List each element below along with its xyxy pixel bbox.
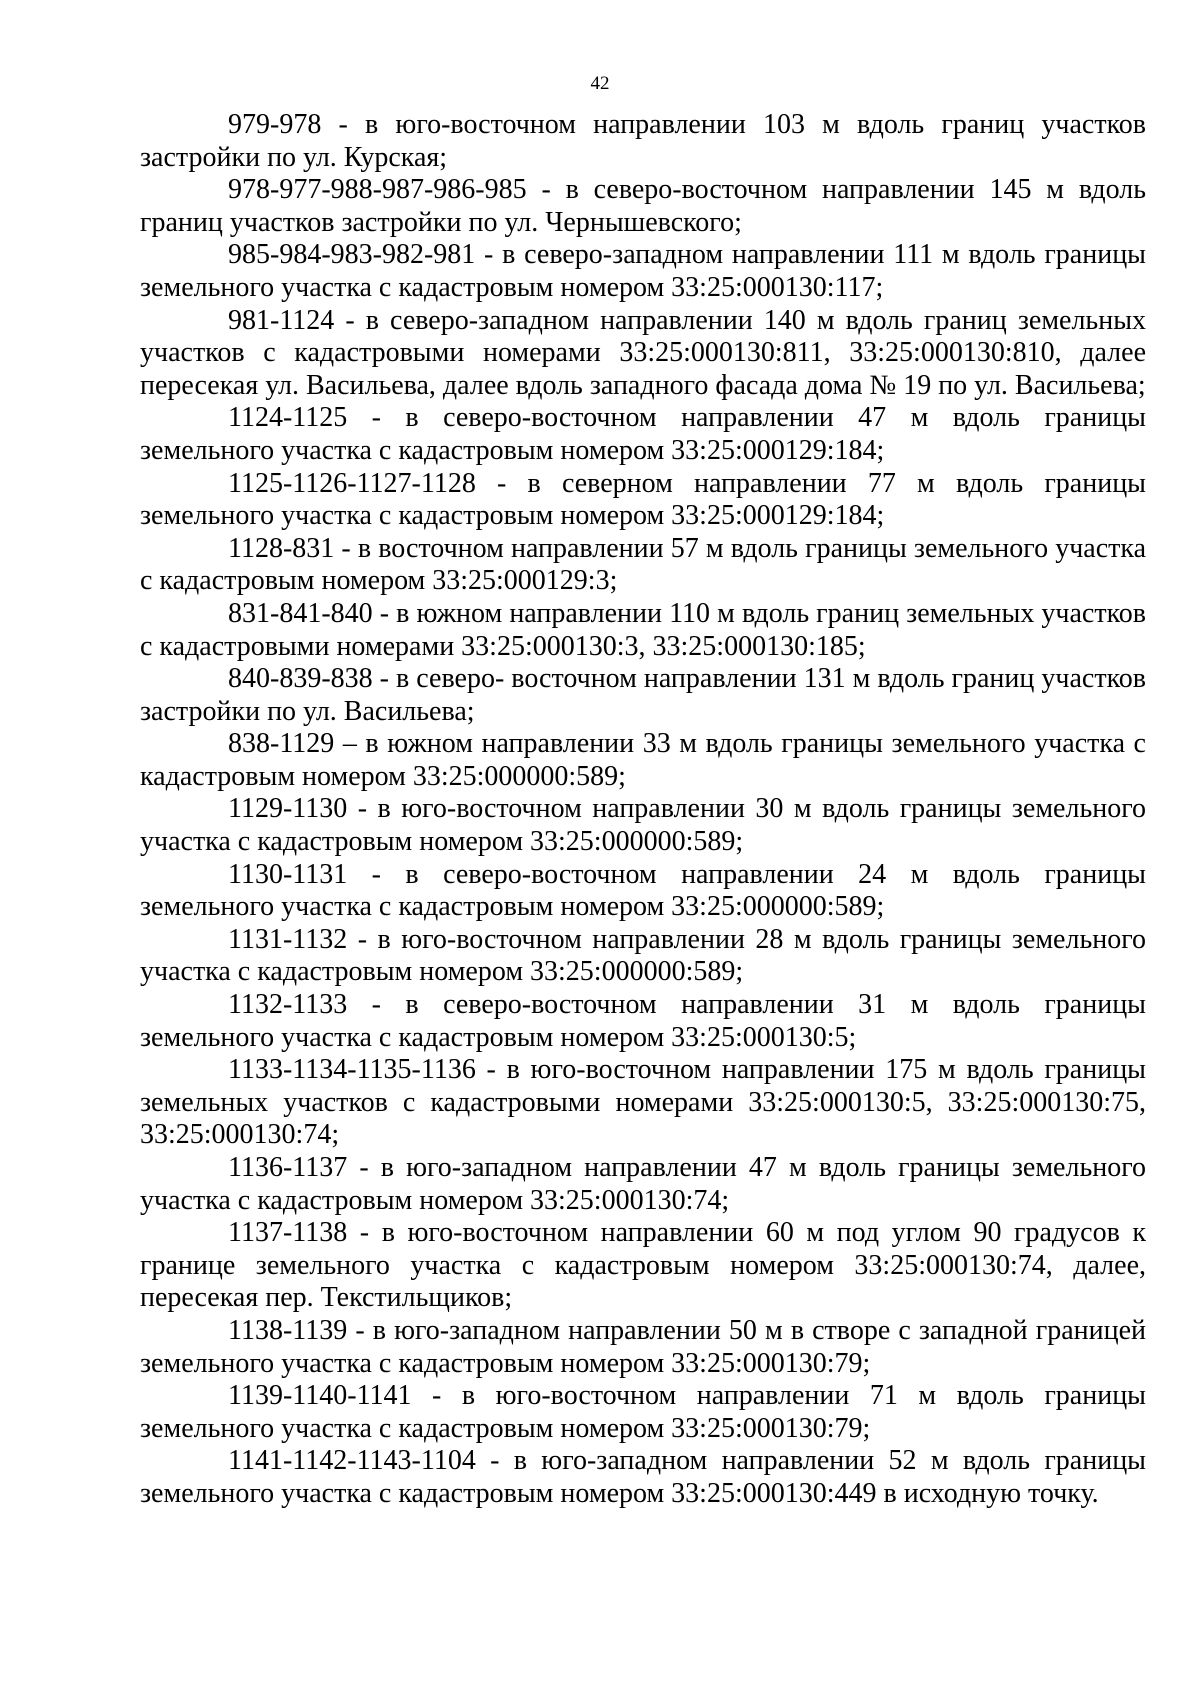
boundary-segment-paragraph: 1131-1132 - в юго-восточном направлении 28 м вдоль границы земельного участка с кадастровым номером 33:25:000000:589; xyxy=(140,923,1146,988)
boundary-segment-paragraph: 1137-1138 - в юго-восточном направлении 60 м под углом 90 градусов к границе земельного участка с кадастровым номером 33:25:000130:74, далее, пересекая пер. Текстильщиков; xyxy=(140,1217,1146,1314)
boundary-segment-paragraph: 1138-1139 - в юго-западном направлении 50 м в створе с западной границей земельного участка с кадастровым номером 33:25:000130:79; xyxy=(140,1314,1146,1379)
boundary-segment-paragraph: 838-1129 – в южном направлении 33 м вдоль границы земельного участка с кадастровым номером 33:25:000000:589; xyxy=(140,728,1146,792)
boundary-segment-paragraph: 978-977-988-987-986-985 - в северо-восточном направлении 145 м вдоль границ участков застройки по ул. Чернышевского; xyxy=(140,174,1146,238)
boundary-segment-paragraph: 981-1124 - в северо-западном направлении 140 м вдоль границ земельных участков с кадастровыми номерами 33:25:000130:811, 33:25:000130:810, далее пересекая ул. Васильева, далее вдоль западного фасада дома № 19 по ул. Васильева; xyxy=(140,304,1146,401)
boundary-segment-paragraph: 1128-831 - в восточном направлении 57 м вдоль границы земельного участка с кадастровым номером 33:25:000129:3; xyxy=(140,532,1146,597)
boundary-segment-paragraph: 840-839-838 - в северо- восточном направлении 131 м вдоль границ участков застройки по ул. Васильева; xyxy=(140,663,1146,727)
boundary-segment-paragraph: 979-978 - в юго-восточном направлении 103 м вдоль границ участков застройки по ул. Курская; xyxy=(140,109,1146,173)
boundary-segment-paragraph: 831-841-840 - в южном направлении 110 м вдоль границ земельных участков с кадастровыми номерами 33:25:000130:3, 33:25:000130:185; xyxy=(140,597,1146,662)
page-number: 42 xyxy=(590,73,610,94)
document-body xyxy=(140,109,1146,1511)
boundary-segment-paragraph: 985-984-983-982-981 - в северо-западном направлении 111 м вдоль границы земельного участка с кадастровым номером 33:25:000130:117; xyxy=(140,239,1146,303)
boundary-segment-paragraph: 1139-1140-1141 - в юго-восточном направлении 71 м вдоль границы земельного участка с кадастровым номером 33:25:000130:79; xyxy=(140,1380,1146,1444)
boundary-segment-paragraph: 1141-1142-1143-1104 - в юго-западном направлении 52 м вдоль границы земельного участка с кадастровым номером 33:25:000130:449 в исходную точку. xyxy=(140,1445,1146,1509)
boundary-segment-paragraph: 1124-1125 - в северо-восточном направлении 47 м вдоль границы земельного участка с кадастровым номером 33:25:000129:184; xyxy=(140,402,1146,466)
boundary-segment-paragraph: 1125-1126-1127-1128 - в северном направлении 77 м вдоль границы земельного участка с кадастровым номером 33:25:000129:184; xyxy=(140,467,1146,532)
boundary-segment-paragraph: 1132-1133 - в северо-восточном направлении 31 м вдоль границы земельного участка с кадастровым номером 33:25:000130:5; xyxy=(140,989,1146,1053)
boundary-segment-paragraph: 1133-1134-1135-1136 - в юго-восточном направлении 175 м вдоль границы земельных участков с кадастровыми номерами 33:25:000130:5, 33:25:000130:75, 33:25:000130:74; xyxy=(140,1054,1146,1151)
boundary-segment-paragraph: 1130-1131 - в северо-восточном направлении 24 м вдоль границы земельного участка с кадастровым номером 33:25:000000:589; xyxy=(140,858,1146,923)
boundary-segment-paragraph: 1136-1137 - в юго-западном направлении 47 м вдоль границы земельного участка с кадастровым номером 33:25:000130:74; xyxy=(140,1152,1146,1216)
boundary-segment-paragraph: 1129-1130 - в юго-восточном направлении 30 м вдоль границы земельного участка с кадастровым номером 33:25:000000:589; xyxy=(140,793,1146,858)
